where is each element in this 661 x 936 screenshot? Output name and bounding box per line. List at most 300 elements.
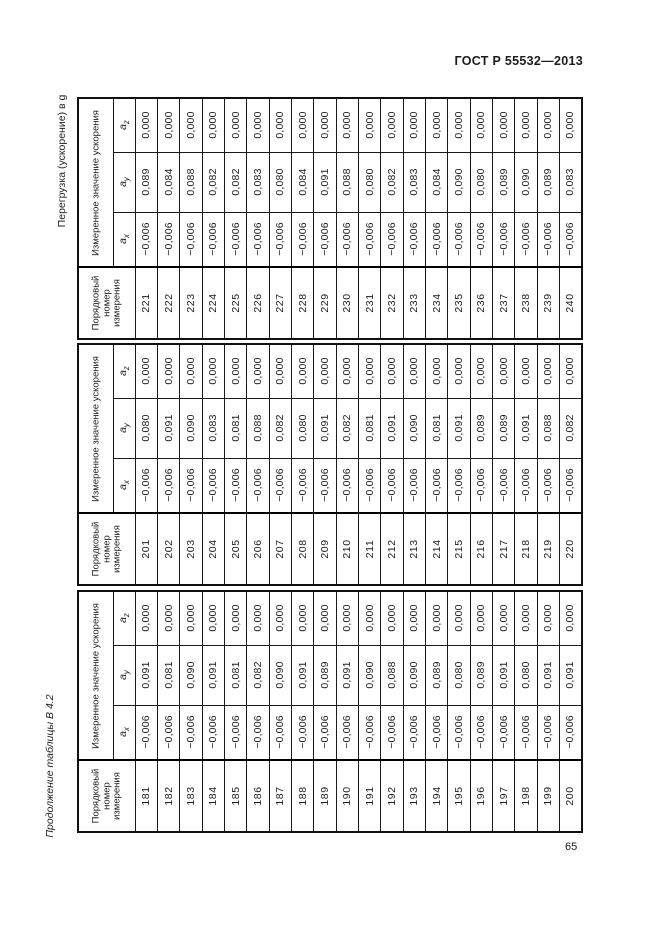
ax-value: −0,006 bbox=[564, 715, 577, 750]
ay-value: 0,089 bbox=[475, 414, 488, 442]
ax-value-cell bbox=[180, 212, 202, 267]
ax-value-cell bbox=[560, 705, 582, 760]
measurement-number-cell bbox=[493, 267, 515, 339]
az-value: 0,000 bbox=[184, 111, 197, 139]
az-value-cell bbox=[381, 591, 403, 645]
az-value-cell bbox=[560, 98, 582, 152]
ax-value-cell bbox=[180, 705, 202, 760]
az-value-cell bbox=[493, 344, 515, 398]
az-value-cell bbox=[202, 98, 224, 152]
ax-value-cell bbox=[180, 458, 202, 513]
measurement-number: 200 bbox=[564, 786, 577, 806]
az-value: 0,000 bbox=[184, 357, 197, 385]
az-value-cell bbox=[336, 98, 358, 152]
az-value-cell bbox=[314, 344, 336, 398]
ax-value: −0,006 bbox=[497, 715, 510, 750]
ay-value-cell bbox=[560, 645, 582, 705]
ax-value: −0,006 bbox=[184, 715, 197, 750]
measurement-number-cell bbox=[537, 267, 559, 339]
az-value: 0,000 bbox=[475, 111, 488, 139]
ax-value-cell bbox=[202, 212, 224, 267]
az-value-cell bbox=[202, 591, 224, 645]
ax-value: −0,006 bbox=[184, 468, 197, 503]
measurement-number-cell bbox=[247, 267, 269, 339]
measurement-number-cell bbox=[448, 267, 470, 339]
ax-value-cell bbox=[358, 212, 380, 267]
ax-value-cell bbox=[336, 705, 358, 760]
ay-value-cell bbox=[269, 398, 291, 458]
az-value-cell bbox=[425, 98, 447, 152]
row-az bbox=[78, 98, 582, 152]
az-value: 0,000 bbox=[497, 357, 510, 385]
az-value: 0,000 bbox=[318, 111, 331, 139]
ax-value-cell bbox=[224, 458, 246, 513]
ax-value: −0,006 bbox=[162, 222, 175, 257]
measurement-table-181-200 bbox=[77, 590, 583, 833]
az-value: 0,000 bbox=[497, 111, 510, 139]
measurement-number: 221 bbox=[140, 293, 153, 313]
measurement-number: 227 bbox=[274, 293, 287, 313]
ax-value-cell bbox=[224, 705, 246, 760]
ax-value: −0,006 bbox=[408, 468, 421, 503]
az-value: 0,000 bbox=[452, 357, 465, 385]
row-az bbox=[78, 591, 582, 645]
az-value: 0,000 bbox=[251, 111, 264, 139]
az-value: 0,000 bbox=[229, 111, 242, 139]
ax-value: −0,006 bbox=[229, 715, 242, 750]
ax-value-cell bbox=[560, 212, 582, 267]
az-value: 0,000 bbox=[452, 604, 465, 632]
measurement-table-201-220 bbox=[77, 343, 583, 586]
ax-value: −0,006 bbox=[296, 468, 309, 503]
measurement-number: 224 bbox=[207, 293, 220, 313]
ay-value-cell bbox=[202, 398, 224, 458]
az-value-cell bbox=[470, 591, 492, 645]
ay-value-cell bbox=[269, 152, 291, 212]
ax-value: −0,006 bbox=[140, 222, 153, 257]
az-value-cell bbox=[448, 344, 470, 398]
ax-value: −0,006 bbox=[475, 468, 488, 503]
ay-value-cell bbox=[425, 152, 447, 212]
axis-label-ax: $a_x$ bbox=[116, 480, 132, 491]
ay-value-cell bbox=[336, 398, 358, 458]
ax-value: −0,006 bbox=[162, 468, 175, 503]
measurement-number: 231 bbox=[363, 293, 376, 313]
ay-value: 0,091 bbox=[341, 661, 354, 689]
axis-label-cell-ax bbox=[113, 458, 135, 513]
axis-label-az: $a_z$ bbox=[116, 120, 132, 131]
measurement-number: 225 bbox=[229, 293, 242, 313]
measurement-number-cell bbox=[560, 513, 582, 585]
number-header-cell bbox=[78, 513, 135, 585]
ax-value-cell bbox=[403, 458, 425, 513]
ax-value: −0,006 bbox=[140, 715, 153, 750]
az-value-cell bbox=[135, 98, 157, 152]
measurement-number: 216 bbox=[475, 539, 488, 559]
ay-value-cell bbox=[381, 398, 403, 458]
ax-value: −0,006 bbox=[318, 468, 331, 503]
az-value: 0,000 bbox=[363, 604, 376, 632]
az-value: 0,000 bbox=[497, 604, 510, 632]
az-value: 0,000 bbox=[341, 357, 354, 385]
ay-value: 0,083 bbox=[251, 168, 264, 196]
az-value: 0,000 bbox=[430, 111, 443, 139]
az-value-cell bbox=[224, 591, 246, 645]
axis-label-ax: $a_x$ bbox=[116, 234, 132, 245]
measurement-number-cell bbox=[425, 760, 447, 832]
ax-value: −0,006 bbox=[341, 715, 354, 750]
measurement-number-cell bbox=[314, 760, 336, 832]
measurement-number: 228 bbox=[296, 293, 309, 313]
measurement-number-cell bbox=[180, 267, 202, 339]
ay-value-cell bbox=[180, 645, 202, 705]
ax-value: −0,006 bbox=[207, 468, 220, 503]
az-value: 0,000 bbox=[363, 357, 376, 385]
az-value-cell bbox=[560, 591, 582, 645]
ay-value-cell bbox=[448, 398, 470, 458]
measurement-number: 234 bbox=[430, 293, 443, 313]
measurement-number: 208 bbox=[296, 539, 309, 559]
ay-value-cell bbox=[515, 398, 537, 458]
measurement-number: 196 bbox=[475, 786, 488, 806]
ay-value: 0,090 bbox=[408, 414, 421, 442]
measurement-number: 218 bbox=[520, 539, 533, 559]
ay-value-cell bbox=[314, 398, 336, 458]
az-value-cell bbox=[336, 591, 358, 645]
ay-value-cell bbox=[180, 398, 202, 458]
ax-value-cell bbox=[448, 705, 470, 760]
group-header-label: Измеренное значение ускорения bbox=[90, 109, 102, 256]
ay-value-cell bbox=[291, 398, 313, 458]
row-numbers bbox=[78, 513, 582, 585]
ay-value: 0,088 bbox=[341, 168, 354, 196]
measurement-number-cell bbox=[224, 513, 246, 585]
row-az bbox=[78, 344, 582, 398]
measurement-number-cell bbox=[381, 760, 403, 832]
az-value: 0,000 bbox=[318, 357, 331, 385]
az-value-cell bbox=[291, 591, 313, 645]
ay-value-cell bbox=[314, 152, 336, 212]
az-value-cell bbox=[358, 591, 380, 645]
az-value: 0,000 bbox=[341, 604, 354, 632]
ay-value: 0,083 bbox=[408, 168, 421, 196]
az-value: 0,000 bbox=[542, 357, 555, 385]
ax-value: −0,006 bbox=[497, 468, 510, 503]
az-value-cell bbox=[314, 591, 336, 645]
measurement-number-cell bbox=[157, 513, 179, 585]
ay-value: 0,091 bbox=[140, 661, 153, 689]
ay-value-cell bbox=[358, 645, 380, 705]
ay-value: 0,082 bbox=[385, 168, 398, 196]
ay-value-cell bbox=[358, 152, 380, 212]
ax-value-cell bbox=[224, 212, 246, 267]
measurement-number-cell bbox=[336, 513, 358, 585]
ay-value-cell bbox=[403, 398, 425, 458]
ay-value: 0,091 bbox=[162, 414, 175, 442]
ay-value: 0,080 bbox=[140, 414, 153, 442]
ay-value: 0,082 bbox=[251, 661, 264, 689]
ay-value: 0,091 bbox=[207, 661, 220, 689]
ay-value-cell bbox=[291, 152, 313, 212]
az-value: 0,000 bbox=[140, 357, 153, 385]
row-ay bbox=[78, 152, 582, 212]
ay-value: 0,089 bbox=[430, 661, 443, 689]
ax-value: −0,006 bbox=[475, 715, 488, 750]
measurement-number-cell bbox=[358, 760, 380, 832]
az-value: 0,000 bbox=[542, 111, 555, 139]
measurement-number-cell bbox=[269, 760, 291, 832]
ay-value-cell bbox=[202, 645, 224, 705]
measurement-number-cell bbox=[470, 267, 492, 339]
ax-value-cell bbox=[247, 212, 269, 267]
ay-value-cell bbox=[448, 645, 470, 705]
ay-value: 0,090 bbox=[184, 661, 197, 689]
ay-value-cell bbox=[247, 152, 269, 212]
ax-value-cell bbox=[291, 458, 313, 513]
axis-label-az: $a_z$ bbox=[116, 613, 132, 624]
az-value: 0,000 bbox=[385, 604, 398, 632]
ax-value-cell bbox=[381, 212, 403, 267]
measurement-number: 199 bbox=[542, 786, 555, 806]
az-value: 0,000 bbox=[475, 604, 488, 632]
row-numbers bbox=[78, 760, 582, 832]
row-ax bbox=[78, 212, 582, 267]
ay-value: 0,082 bbox=[229, 168, 242, 196]
az-value: 0,000 bbox=[296, 111, 309, 139]
az-value-cell bbox=[403, 98, 425, 152]
measurement-number-cell bbox=[180, 760, 202, 832]
ax-value: −0,006 bbox=[430, 715, 443, 750]
ax-value-cell bbox=[425, 458, 447, 513]
measurement-number-cell bbox=[135, 760, 157, 832]
az-value: 0,000 bbox=[520, 357, 533, 385]
az-value: 0,000 bbox=[140, 604, 153, 632]
axis-label-cell-ax bbox=[113, 705, 135, 760]
ax-value: −0,006 bbox=[430, 468, 443, 503]
ax-value: −0,006 bbox=[520, 715, 533, 750]
measurement-number: 235 bbox=[452, 293, 465, 313]
measurement-number: 191 bbox=[363, 786, 376, 806]
table-continuation-caption: Продолжение таблицы В 4.2 bbox=[44, 694, 56, 838]
number-header-label: Порядковый номер измерения bbox=[90, 768, 122, 824]
measurement-number-cell bbox=[560, 267, 582, 339]
ay-value: 0,090 bbox=[363, 661, 376, 689]
measurement-number: 219 bbox=[542, 539, 555, 559]
ax-value-cell bbox=[493, 705, 515, 760]
az-value: 0,000 bbox=[296, 357, 309, 385]
measurement-number-cell bbox=[493, 513, 515, 585]
ay-value-cell bbox=[470, 645, 492, 705]
measurement-number-cell bbox=[358, 267, 380, 339]
measurement-number: 239 bbox=[542, 293, 555, 313]
az-value-cell bbox=[515, 344, 537, 398]
ay-value-cell bbox=[470, 152, 492, 212]
measurement-number-cell bbox=[403, 513, 425, 585]
measurement-number-cell bbox=[403, 267, 425, 339]
measurement-number-cell bbox=[336, 760, 358, 832]
az-value: 0,000 bbox=[363, 111, 376, 139]
measurement-number: 190 bbox=[341, 786, 354, 806]
ax-value: −0,006 bbox=[296, 715, 309, 750]
ay-value-cell bbox=[493, 152, 515, 212]
az-value: 0,000 bbox=[229, 357, 242, 385]
az-value: 0,000 bbox=[207, 111, 220, 139]
az-value-cell bbox=[180, 344, 202, 398]
ay-value-cell bbox=[403, 152, 425, 212]
az-value: 0,000 bbox=[162, 111, 175, 139]
az-value-cell bbox=[493, 98, 515, 152]
ax-value: −0,006 bbox=[542, 715, 555, 750]
az-value: 0,000 bbox=[318, 604, 331, 632]
ax-value-cell bbox=[247, 458, 269, 513]
ay-value: 0,083 bbox=[207, 414, 220, 442]
ax-value-cell bbox=[314, 212, 336, 267]
ax-value: −0,006 bbox=[318, 222, 331, 257]
az-value: 0,000 bbox=[520, 111, 533, 139]
ay-value: 0,091 bbox=[318, 168, 331, 196]
ay-value: 0,081 bbox=[162, 661, 175, 689]
ay-value: 0,091 bbox=[296, 661, 309, 689]
ax-value-cell bbox=[202, 458, 224, 513]
az-value-cell bbox=[358, 344, 380, 398]
az-value: 0,000 bbox=[296, 604, 309, 632]
measurement-number: 222 bbox=[162, 293, 175, 313]
ax-value: −0,006 bbox=[385, 715, 398, 750]
ax-value: −0,006 bbox=[520, 222, 533, 257]
ay-value: 0,091 bbox=[452, 414, 465, 442]
axis-label-cell-ay bbox=[113, 645, 135, 705]
ay-value-cell bbox=[135, 645, 157, 705]
ax-value: −0,006 bbox=[475, 222, 488, 257]
measurement-number: 189 bbox=[318, 786, 331, 806]
ay-value: 0,090 bbox=[520, 168, 533, 196]
ay-value-cell bbox=[403, 645, 425, 705]
ay-value: 0,082 bbox=[564, 414, 577, 442]
measurement-number: 229 bbox=[318, 293, 331, 313]
ay-value-cell bbox=[247, 398, 269, 458]
measurement-number: 192 bbox=[385, 786, 398, 806]
ax-value: −0,006 bbox=[430, 222, 443, 257]
ax-value-cell bbox=[336, 458, 358, 513]
measurement-number-cell bbox=[381, 267, 403, 339]
ax-value-cell bbox=[470, 705, 492, 760]
measurement-number: 202 bbox=[162, 539, 175, 559]
az-value: 0,000 bbox=[408, 111, 421, 139]
ay-value-cell bbox=[515, 645, 537, 705]
ax-value: −0,006 bbox=[542, 222, 555, 257]
measurement-number-cell bbox=[470, 513, 492, 585]
ax-value: −0,006 bbox=[207, 715, 220, 750]
ay-value-cell bbox=[224, 645, 246, 705]
ay-value: 0,080 bbox=[363, 168, 376, 196]
az-value-cell bbox=[381, 98, 403, 152]
az-value-cell bbox=[537, 591, 559, 645]
ay-value: 0,088 bbox=[385, 661, 398, 689]
az-value-cell bbox=[403, 344, 425, 398]
measurement-number: 211 bbox=[363, 539, 376, 559]
ax-value: −0,006 bbox=[341, 468, 354, 503]
measurement-number: 181 bbox=[140, 786, 153, 806]
measurement-number-cell bbox=[515, 760, 537, 832]
ax-value-cell bbox=[560, 458, 582, 513]
measurement-number-cell bbox=[515, 267, 537, 339]
measurement-number-cell bbox=[336, 267, 358, 339]
ay-value: 0,080 bbox=[520, 661, 533, 689]
az-value-cell bbox=[448, 591, 470, 645]
az-value-cell bbox=[135, 344, 157, 398]
az-value-cell bbox=[515, 98, 537, 152]
ax-value: −0,006 bbox=[184, 222, 197, 257]
az-value: 0,000 bbox=[274, 604, 287, 632]
az-value: 0,000 bbox=[520, 604, 533, 632]
measurement-number: 209 bbox=[318, 539, 331, 559]
ax-value: −0,006 bbox=[542, 468, 555, 503]
ax-value-cell bbox=[537, 458, 559, 513]
az-value-cell bbox=[269, 344, 291, 398]
ay-value-cell bbox=[493, 398, 515, 458]
measurement-number: 217 bbox=[497, 539, 510, 559]
ay-value: 0,080 bbox=[475, 168, 488, 196]
measurement-number: 240 bbox=[564, 293, 577, 313]
ay-value-cell bbox=[336, 152, 358, 212]
measurement-table-221-240 bbox=[77, 97, 583, 340]
ay-value: 0,091 bbox=[520, 414, 533, 442]
az-value: 0,000 bbox=[274, 357, 287, 385]
ax-value: −0,006 bbox=[140, 468, 153, 503]
ay-value-cell bbox=[425, 398, 447, 458]
measurement-number: 238 bbox=[520, 293, 533, 313]
ax-value-cell bbox=[403, 212, 425, 267]
measurement-number-cell bbox=[269, 267, 291, 339]
measurement-number: 206 bbox=[251, 539, 264, 559]
ay-value: 0,083 bbox=[564, 168, 577, 196]
measurement-number-cell bbox=[515, 513, 537, 585]
ay-value: 0,081 bbox=[229, 661, 242, 689]
measurement-number: 233 bbox=[408, 293, 421, 313]
group-header-label: Измеренное значение ускорения bbox=[90, 355, 102, 502]
measurement-number-cell bbox=[157, 760, 179, 832]
measurement-number: 212 bbox=[385, 539, 398, 559]
az-value: 0,000 bbox=[162, 357, 175, 385]
az-value-cell bbox=[470, 98, 492, 152]
az-value-cell bbox=[470, 344, 492, 398]
measurement-number-cell bbox=[202, 267, 224, 339]
measurement-number-cell bbox=[425, 513, 447, 585]
ax-value-cell bbox=[135, 458, 157, 513]
ay-value: 0,088 bbox=[542, 414, 555, 442]
ay-value: 0,084 bbox=[430, 168, 443, 196]
az-value-cell bbox=[403, 591, 425, 645]
az-value-cell bbox=[560, 344, 582, 398]
measurement-number: 201 bbox=[140, 539, 153, 559]
measurement-number: 183 bbox=[184, 786, 197, 806]
az-value: 0,000 bbox=[341, 111, 354, 139]
az-value: 0,000 bbox=[207, 357, 220, 385]
measurement-number-cell bbox=[269, 513, 291, 585]
measurement-number: 204 bbox=[207, 539, 220, 559]
ay-value-cell bbox=[157, 152, 179, 212]
ay-value: 0,089 bbox=[497, 168, 510, 196]
ax-value-cell bbox=[448, 212, 470, 267]
az-value: 0,000 bbox=[229, 604, 242, 632]
ax-value: −0,006 bbox=[564, 222, 577, 257]
measurement-number-cell bbox=[224, 760, 246, 832]
az-value: 0,000 bbox=[385, 357, 398, 385]
ax-value-cell bbox=[336, 212, 358, 267]
az-value-cell bbox=[493, 591, 515, 645]
group-header-cell bbox=[78, 344, 113, 513]
units-note: Перегрузка (ускорение) в g bbox=[56, 94, 68, 228]
